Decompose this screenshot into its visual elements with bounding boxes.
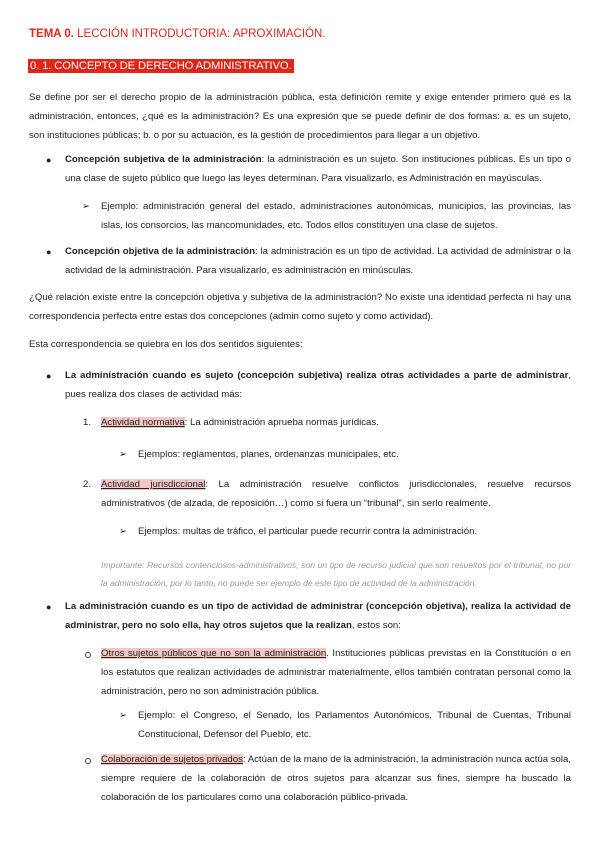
bullet-glyph: ● bbox=[46, 602, 52, 612]
bullet-objetiva bbox=[65, 243, 571, 281]
bullet-subjetiva-label: Concepción subjetiva de la administración bbox=[65, 154, 262, 165]
title-prefix: TEMA 0. bbox=[29, 28, 74, 40]
bullet-glyph: ● bbox=[46, 247, 52, 257]
sub1-example: Ejemplo: el Congreso, el Senado, los Parlamentos Autonómicos, Tribunal de Cuentas, Tribunal Constitucional, Defensor del Pueblo, etc. bbox=[138, 710, 571, 740]
sub-otros-sujetos bbox=[101, 645, 571, 701]
sub1-text: . Instituciones públicas previstas en la Constitución o en los estatutos que realizan actividades de administrar materialmente, ellos también contratan personal como la administración, pero no son administración pública. bbox=[101, 648, 571, 697]
arrow-glyph: ➢ bbox=[119, 526, 128, 537]
sub2-label: Colaboración de sujetos privados bbox=[101, 754, 243, 765]
important-note: Importante: Recursos contenciosos-administrativos, son un tipo de recurso judicial que son resueltos por el tribunal, no por la administración, por lo tanto, no puede ser ejemplo de este tipo de actividad de la administración. bbox=[101, 560, 571, 588]
bullet-objetiva-label: Concepción objetiva de la administración bbox=[65, 246, 255, 257]
sub1-label: Otros sujetos públicos que no son la administración bbox=[101, 648, 327, 659]
bullet-actividad bbox=[65, 598, 571, 636]
item-actividad-jurisdiccional bbox=[101, 476, 571, 514]
item-number: 2. bbox=[83, 479, 92, 490]
bullet-actividad-text: , estos son: bbox=[351, 619, 401, 631]
item-number: 1. bbox=[83, 417, 92, 428]
bullet-subjetiva bbox=[65, 151, 571, 189]
bullet-subjetiva-text: : la administración es un sujeto. Son instituciones públicas. Es un tipo o una clase de sujeto público que luego las leyes determinan. Para visualizarlo, es Administración en mayúsculas. bbox=[65, 154, 571, 184]
circle-bullet-icon bbox=[85, 758, 91, 764]
correspondence-paragraph: Esta correspondencia se quiebra en los dos sentidos siguientes: bbox=[29, 339, 303, 350]
item1-text: : La administración aprueba normas jurídicas. bbox=[184, 417, 379, 428]
bullet-sujeto-text: , pues realiza dos clases de actividad más: bbox=[65, 370, 571, 400]
circle-bullet-icon bbox=[85, 652, 91, 658]
bullet-sujeto bbox=[65, 367, 571, 405]
bullet-glyph: ● bbox=[46, 155, 52, 165]
item-actividad-normativa bbox=[101, 414, 571, 433]
item1-label: Actividad normativa bbox=[101, 417, 185, 428]
sub2-text: : Actúan de la mano de la administración, la administración nunca actúa sola, siempre requiere de la colaboración de otros sujetos para alcanzar sus fines, siempre ha buscado la colaboración de los particulares como una colaboración público-privada. bbox=[101, 754, 571, 803]
item1-example: Ejemplos: reglamentos, planes, ordenanzas municipales, etc. bbox=[138, 449, 399, 460]
page-title bbox=[29, 28, 326, 40]
bullet-actividad-label: La administración cuando es un tipo de actividad de administrar (concepción objetiva), realiza la actividad de administrar, pero no solo ella, hay otros sujetos que la realizan bbox=[65, 601, 571, 631]
arrow-glyph: ➢ bbox=[119, 710, 128, 721]
arrow-glyph: ➢ bbox=[82, 201, 91, 212]
item2-text: : La administración resuelve conflictos jurisdiccionales, resuelve recursos administrativos (de alzada, de reposición…) como si fuera un “tribunal”, sin serlo realmente. bbox=[101, 479, 571, 509]
example-subjetiva: Ejemplo: administración general del estado, administraciones autonómicas, municipios, las provincias, las islas, los consorcios, las mancomunidades, etc. Todos ellos constituyen una clase de sujetos. bbox=[101, 201, 571, 231]
bullet-objetiva-text: : la administración es un tipo de actividad. La actividad de administrar o la actividad de la administración. Para visualizarlo, es administración en minúsculas. bbox=[65, 246, 571, 276]
item2-label: Actividad jurisdiccional bbox=[101, 479, 206, 490]
bullet-sujeto-label: La administración cuando es sujeto (concepción subjetiva) realiza otras actividades a parte de administrar bbox=[65, 370, 569, 381]
intro-paragraph: Se define por ser el derecho propio de la administración pública, esta definición remite y exige entender primero qué es la administración, entonces, ¿qué es la administración? Es una expresión que se puede definir de dos formas: a. es un sujeto, son instituciones públicas; b. o por su actuación, es la gestión de procedimientos para llegar a un objetivo. bbox=[29, 92, 571, 141]
title-rest: LECCIÓN INTRODUCTORIA: APROXIMACIÓN. bbox=[73, 28, 326, 40]
sub-colaboracion-privados bbox=[101, 751, 571, 807]
section-heading: 0. 1. CONCEPTO DE DERECHO ADMINISTRATIVO. bbox=[30, 60, 292, 72]
item2-example: Ejemplos: multas de tráfico, el particular puede recurrir contra la administración. bbox=[138, 526, 478, 537]
bullet-glyph: ● bbox=[46, 371, 52, 381]
arrow-glyph: ➢ bbox=[119, 449, 128, 460]
question-paragraph: ¿Qué relación existe entre la concepción objetiva y subjetiva de la administración? No existe una identidad perfecta ni hay una correspondencia perfecta entre estas dos concepciones (admin como sujeto y como actividad). bbox=[29, 292, 571, 322]
